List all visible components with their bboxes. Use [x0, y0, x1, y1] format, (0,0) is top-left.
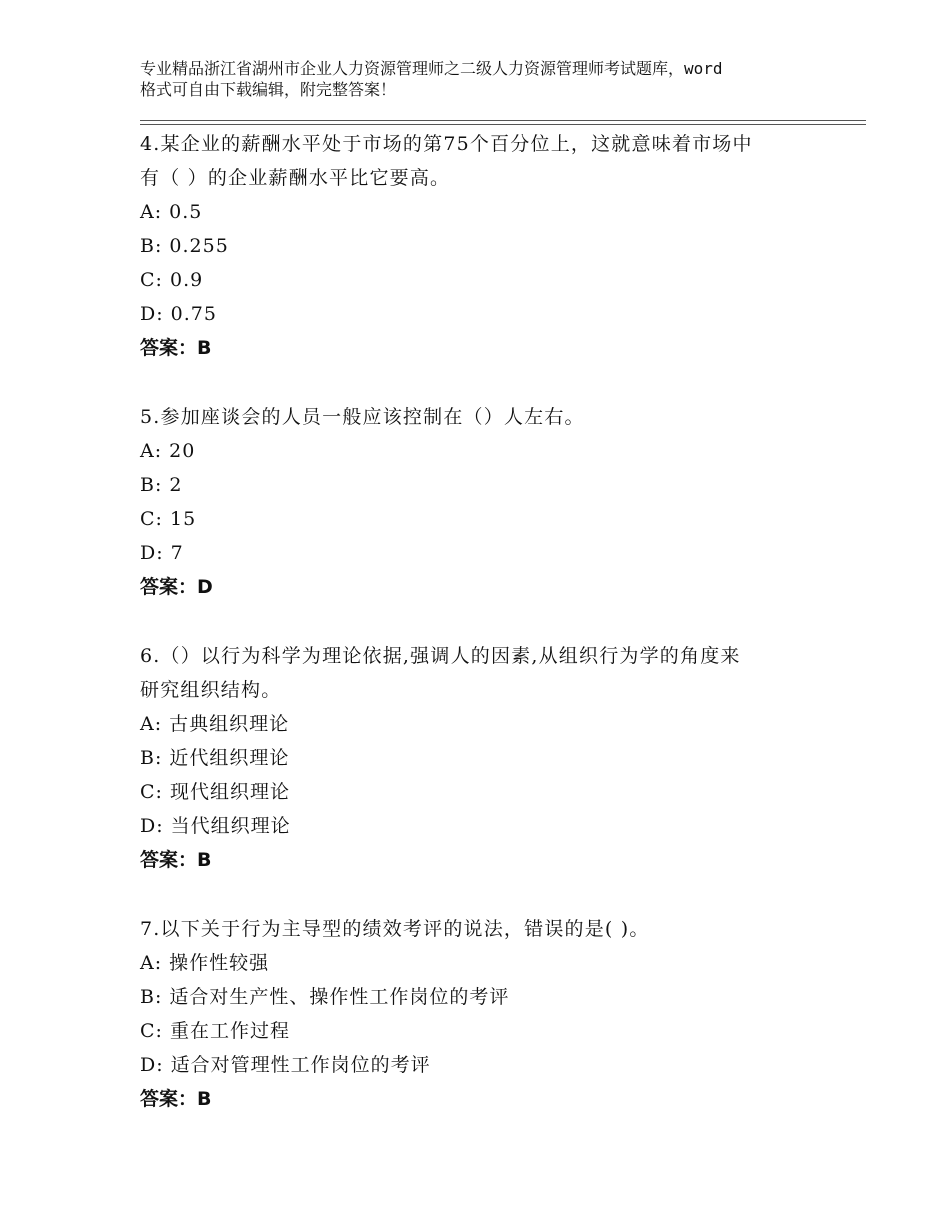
question-stem-line: 4.某企业的薪酬水平处于市场的第75个百分位上，这就意味着市场中: [140, 133, 753, 155]
option-b: B: 适合对生产性、操作性工作岗位的考评: [140, 986, 510, 1008]
option-a: A: 古典组织理论: [140, 713, 290, 735]
question-stem-line: 研究组织结构。: [140, 679, 282, 701]
option-c: C: 0.9: [140, 269, 204, 291]
answer: 答案：B: [140, 1088, 212, 1110]
answer: 答案：B: [140, 849, 212, 871]
question-6: [140, 639, 840, 877]
answer: 答案：D: [140, 576, 213, 598]
answer: 答案：B: [140, 337, 212, 359]
option-d: D: 当代组织理论: [140, 815, 291, 837]
header-line-2: 格式可自由下载编辑，附完整答案！: [140, 80, 397, 99]
question-stem: [140, 639, 840, 707]
option-a: A: 操作性较强: [140, 952, 270, 974]
header-divider: [140, 120, 866, 125]
document-header: [140, 58, 840, 100]
question-7: [140, 912, 840, 1116]
question-5: [140, 400, 840, 604]
question-stem: [140, 912, 840, 946]
option-c: C: 重在工作过程: [140, 1020, 290, 1042]
option-d: D: 7: [140, 542, 184, 564]
question-stem-line: 6.（）以行为科学为理论依据,强调人的因素,从组织行为学的角度来: [140, 645, 741, 667]
question-stem-line: 有（ ）的企业薪酬水平比它要高。: [140, 167, 451, 189]
header-line-1: 专业精品浙江省湖州市企业人力资源管理师之二级人力资源管理师考试题库，word: [140, 59, 723, 78]
option-c: C: 15: [140, 508, 197, 530]
option-c: C: 现代组织理论: [140, 781, 290, 803]
question-4: [140, 127, 840, 365]
option-d: D: 适合对管理性工作岗位的考评: [140, 1054, 431, 1076]
option-b: B: 0.255: [140, 235, 229, 257]
question-stem: [140, 400, 840, 434]
option-a: A: 20: [140, 440, 196, 462]
option-a: A: 0.5: [140, 201, 203, 223]
question-stem-line: 7.以下关于行为主导型的绩效考评的说法，错误的是( )。: [140, 918, 650, 940]
option-b: B: 2: [140, 474, 183, 496]
question-stem: [140, 127, 840, 195]
option-b: B: 近代组织理论: [140, 747, 290, 769]
option-d: D: 0.75: [140, 303, 217, 325]
question-stem-line: 5.参加座谈会的人员一般应该控制在（）人左右。: [140, 406, 585, 428]
